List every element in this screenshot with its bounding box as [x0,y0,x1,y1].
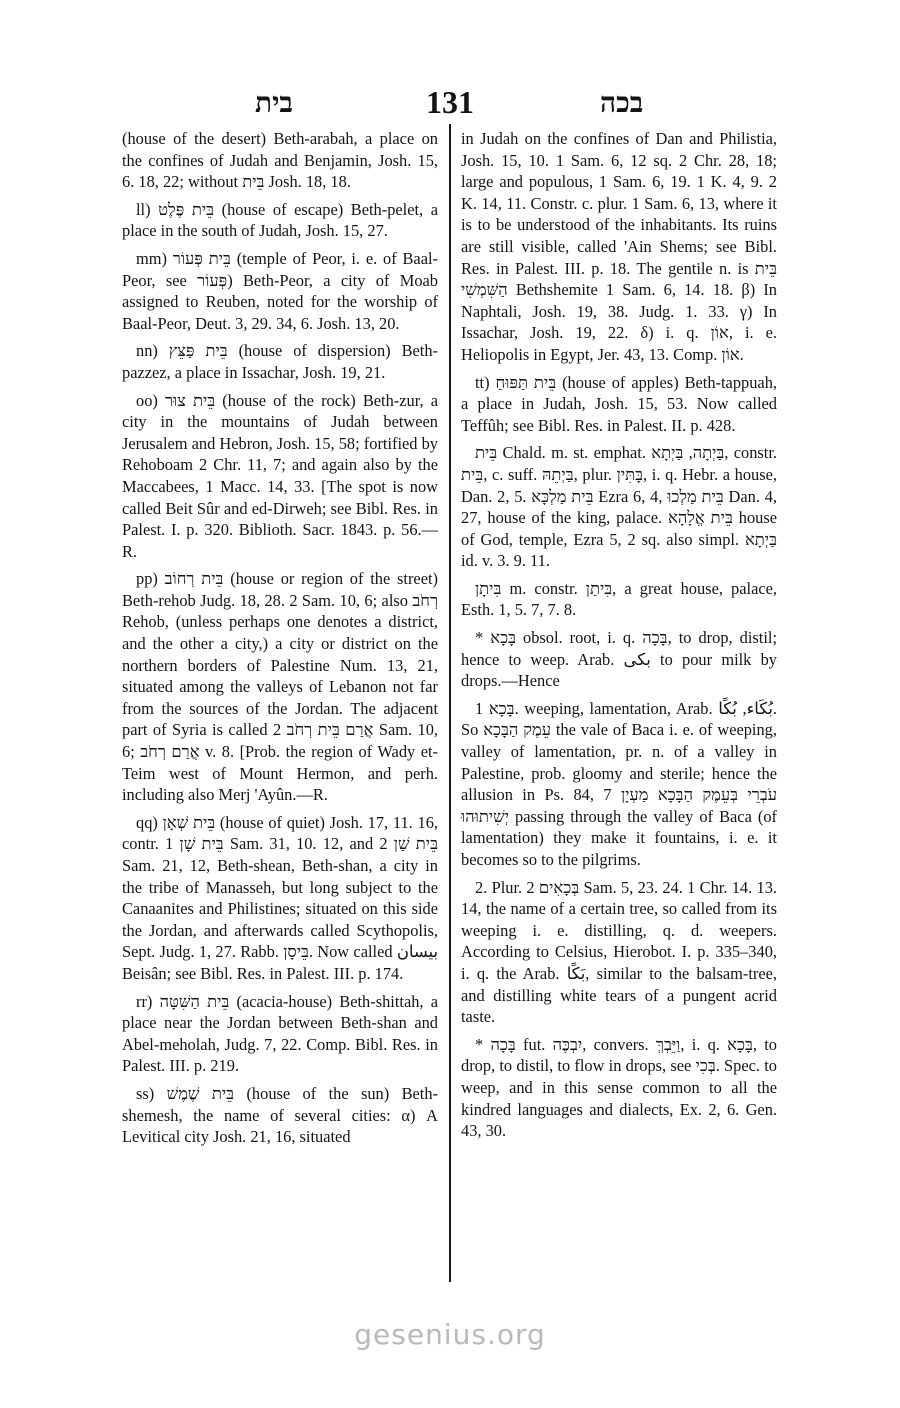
entry-paragraph: בֵּית Chald. m. st. emphat. בַּיְתָה, בַּיְתָא, constr. בֵּית, c. suff. בַּיְתֵהּ, plur. בָּתִּין, i. q. Hebr. a house, Dan. 2, 5. בֵּית מַלְכָּא Ezra 6, 4, בֵּית מַלְכוּ Dan. 4, 27, house of the king, palace. בֵּית אֱלָהָא house of God, temple, Ezra 5, 2 sq. also simpl. בַּיְתָא id. v. 3. 9. 11. [461,443,777,571]
entry-paragraph: pp) בֵּית רְחוֹב (house or region of the street) Beth-rehob Judg. 18, 28. 2 Sam. 10, 6; also רְחֹב Rehob, (unless perhaps one denotes a district, and the other a city,) a city or district on the northern borders of Palestine Num. 13, 21, situated among the valleys of Lebanon not far from the sources of the Jordan. The adjacent part of Syria is called אֲרַם בֵּית רְחֹב 2 Sam. 10, 6; אֲרַם רְחֹב v. 8. [Prob. the region of Wady et-Teim west of Mount Hermon, and perh. including also Merj 'Ayûn.—R. [122,569,438,805]
page-header [120,82,780,130]
entry-paragraph: tt) בֵּית תַּפּוּחַ (house of apples) Beth-tappuah, a place in Judah, Josh. 15, 53. Now called Teffûh; see Bibl. Res. in Palest. II. p. 428. [461,372,777,435]
entry-paragraph: בָּכָא 1. weeping, lamentation, Arab. بُكَاء, بُكًا. So עֵמֶק הַבָּכָא the vale of Baca i. e. of weeping, valley of lamentation, pr. n. of a valley in Palestine, prob. gloomy and sterile; hence the allusion in Ps. 84, 7 עֹבְרֵי בְּעֵמֶק הַבָּכָא מַעְיָן יְשִׁיתוּהוּ passing through the valley of Baca (of lamentation) they make it fountains, i. e. it becomes so to the pilgrims. [461,698,777,869]
entry-paragraph: qq) בֵּית שְׁאָן (house of quiet) Josh. 17, 11. 16, contr. בֵּית שָׁן 1 Sam. 31, 10. 12, and בֵּית שַׁן 2 Sam. 21, 12, Beth-shean, Beth-shan, a city in the tribe of Manasseh, but long subject to the Canaanites and Philistines; situated on this side the Jordan, and afterwards called Scythopolis, Sept. Judg. 1, 27. Rabb. בֵּיסָן. Now called بيسان Beisân; see Bibl. Res. in Palest. III. p. 174. [122,812,439,983]
header-right-word: בכה [600,88,644,119]
entry-paragraph: oo) בֵּית צוּר (house of the rock) Beth-zur, a city in the mountains of Judah between Jerusalem and Hebron, Josh. 15, 58; fortified by Rehoboam 2 Chr. 11, 7; and again also by the Maccabees, 1 Macc. 14, 33. [The spot is now called Beit Sûr and ed-Dirweh; see Bibl. Res. in Palest. I. p. 320. Biblioth. Sacr. 1843. p. 56.—R. [122,390,439,561]
entry-paragraph: mm) בֵּית פְּעוֹר (temple of Peor, i. e. of Baal-Peor, see פְּעוֹר) Beth-Peor, a city of Moab assigned to Reuben, noted for the worship of Baal-Peor, Deut. 3, 29. 34, 6. Josh. 13, 20. [122,248,439,333]
left-column [122,128,438,1154]
entry-paragraph: ss) בֵּית שֶׁמֶשׁ (house of the sun) Beth-shemesh, the name of several cities: α) A Levitical city Josh. 21, 16, situated [122,1083,438,1147]
entry-paragraph: in Judah on the confines of Dan and Philistia, Josh. 15, 10. 1 Sam. 6, 12 sq. 2 Chr. 28, 18; large and populous, 1 Sam. 6, 19. 1 K. 4, 9. 2 K. 14, 11. Constr. c. plur. 1 Sam. 6, 13, where it is to be understood of the inhabitants. Its ruins are still visible, called 'Ain Shems; see Bibl. Res. in Palest. III. p. 18. The gentile n. is בֵּית הַשִּׁמְשִׁי Bethshemite 1 Sam. 6, 14. 18. β) In Naphtali, Josh. 19, 38. Judg. 1. 33. γ) In Issachar, Josh. 19, 22. δ) i. q. אוֹן, i. e. Heliopolis in Egypt, Jer. 43, 13. Comp. אוֹן. [461,129,777,364]
entry-paragraph: בִּיתָן m. constr. בִּיתַן, a great house, palace, Esth. 1, 5. 7, 7. 8. [461,578,778,620]
entry-paragraph: rr) בֵּית הַשִּׁטָּה (acacia-house) Beth-shittah, a place near the Jordan between Beth-shan and Abel-meholah, Judg. 7, 22. Comp. Bibl. Res. in Palest. III. p. 219. [122,991,438,1076]
page-number: 131 [426,84,474,120]
column-divider [449,124,451,1282]
entry-paragraph: ll) בֵּית פֶּלֶט (house of escape) Beth-pelet, a place in the south of Judah, Josh. 15, 27. [122,199,438,241]
entry-paragraph: (house of the desert) Beth-arabah, a place on the confines of Judah and Benjamin, Josh. 15, 6. 18, 22; without בֵּית Josh. 18, 18. [122,129,438,192]
header-left-word: בית [255,88,293,119]
entry-paragraph: nn) בֵּית פַּצֵּץ (house of dispersion) Beth-pazzez, a place in Issachar, Josh. 19, 21. [122,341,438,382]
entry-paragraph: 2. Plur. בְּכָאִים 2 Sam. 5, 23. 24. 1 Chr. 14. 13. 14, the name of a certain tree, so called from its weeping i. e. distilling, q. d. weepers. According to Celsius, Hierobot. I. p. 335–340, i. q. the Arab. بَكًا, similar to the balsam-tree, and distilling white tears of a pungent acrid taste. [461,877,777,1027]
entry-paragraph: * בָּכָא obsol. root, i. q. בָּכָה, to drop, distil; hence to weep. Arab. بكى to pour milk by drops.—Hence [461,628,777,691]
site-watermark: gesenius.org [354,1318,546,1351]
entry-paragraph: * בָּכָה fut. יִבְכֶּה, convers. וַיֵּבְךְּ, i. q. בָּכָא, to drop, to distil, to flow in drops, see בְּכִי. Spec. to weep, and in this sense common to all the kindred languages and dialects, Ex. 2, 6. Gen. 43, 30. [461,1034,777,1141]
right-column [461,128,777,1148]
